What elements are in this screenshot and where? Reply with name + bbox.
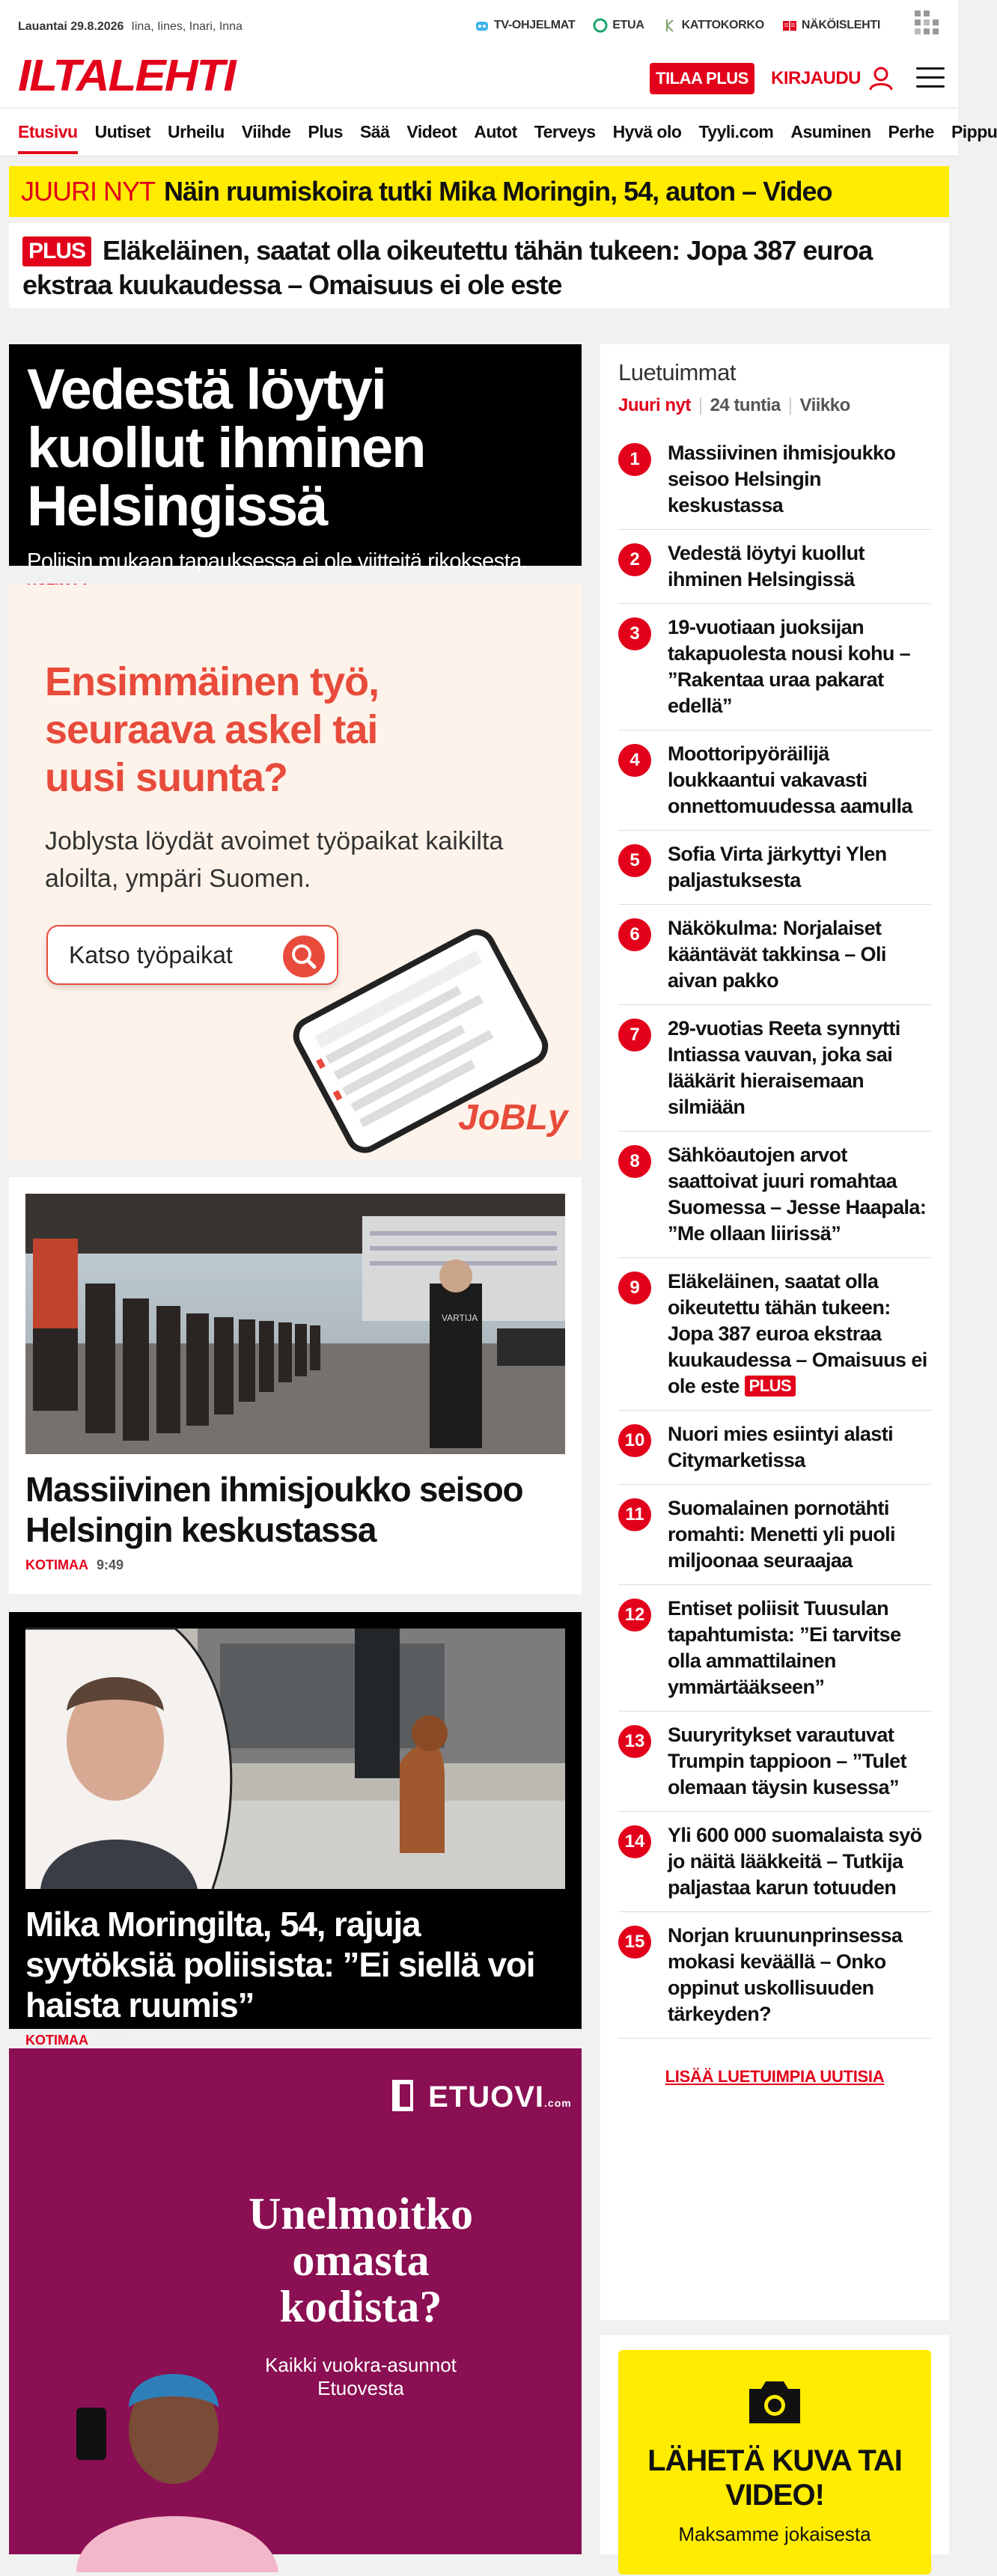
most-read-tabs: Juuri nyt | 24 tuntia | Viikko — [618, 395, 850, 415]
top-links — [475, 18, 880, 33]
most-read-headline — [668, 540, 931, 593]
nav-item-pippu[interactable]: Pippu — [951, 122, 997, 141]
top-link-nakoislehti[interactable] — [782, 18, 880, 33]
etua-icon — [593, 18, 608, 33]
most-read-headline-text: Sofia Virta järkyttyi Ylen paljastuksesta — [668, 843, 887, 891]
ad-headline: Ensimmäinen työ, seuraava askel tai uusi suunta? — [45, 659, 379, 800]
rank-badge: 13 — [618, 1725, 651, 1758]
tab-viikko[interactable]: Viikko — [799, 395, 850, 415]
rank-badge: 9 — [618, 1272, 651, 1304]
most-read-item[interactable] — [618, 1485, 931, 1585]
most-read-item[interactable] — [618, 730, 931, 831]
top-link-label: NÄKÖISLEHTI — [801, 19, 880, 31]
story-category: KOTIMAA — [25, 1557, 88, 1572]
most-read-item[interactable] — [618, 1812, 931, 1912]
story-photo-moring — [25, 1629, 565, 1889]
rank-badge: 4 — [618, 744, 651, 777]
rank-badge: 15 — [618, 1926, 651, 1959]
most-read-headline — [668, 1822, 931, 1901]
most-read-item[interactable] — [618, 831, 931, 905]
most-read-headline — [668, 915, 931, 994]
ad-brand-logo — [389, 2078, 572, 2114]
lead-story-card[interactable] — [9, 344, 582, 573]
story-meta — [25, 2033, 565, 2048]
most-read-item[interactable] — [618, 1585, 931, 1712]
nav-item-perhe[interactable]: Perhe — [888, 122, 934, 141]
top-link-kattokorko[interactable] — [662, 18, 764, 33]
most-read-headline — [668, 1722, 931, 1801]
ad-brand-suffix: .com — [544, 2097, 572, 2109]
send-photo-box[interactable] — [600, 2335, 949, 2554]
door-icon — [389, 2078, 419, 2113]
most-read-item[interactable] — [618, 1411, 931, 1485]
site-header — [0, 0, 958, 109]
story-photo-crowd — [25, 1194, 565, 1454]
rank-badge: 1 — [618, 443, 651, 476]
nav-item-viihde[interactable]: Viihde — [241, 122, 291, 141]
most-read-item[interactable] — [618, 1258, 931, 1411]
guard-vest-text: VARTIJA — [442, 1313, 478, 1323]
plus-teaser[interactable] — [9, 223, 949, 308]
send-photo-text: Maksamme jokaisesta — [678, 2523, 871, 2545]
story-card[interactable] — [9, 1612, 582, 2048]
top-link-etua[interactable] — [593, 18, 644, 33]
ad-headline: Unelmoitko omasta kodista? — [249, 2189, 473, 2331]
story-headline: Massiivinen ihmisjoukko seisoo Helsingin keskustassa — [25, 1470, 523, 1549]
most-read-headline-text: Vedestä löytyi kuollut ihminen Helsingissä — [668, 542, 865, 590]
nav-item-tyyli[interactable]: Tyyli.com — [698, 122, 774, 141]
top-link-label: KATTOKORKO — [681, 19, 764, 31]
send-photo-inner — [618, 2350, 931, 2575]
site-logo[interactable]: ILTALEHTI — [18, 51, 235, 101]
ad-etuovi[interactable] — [9, 2048, 582, 2554]
lead-story-lead: Poliisin mukaan tapauksessa ei ole viitteitä rikoksesta. — [27, 549, 528, 573]
alma-logo-icon — [915, 10, 940, 39]
breaking-label: JUURI NYT — [21, 176, 155, 207]
most-read-list — [618, 430, 931, 2039]
top-bar — [18, 18, 940, 36]
most-read-headline — [668, 841, 931, 894]
most-read-item[interactable] — [618, 1132, 931, 1258]
date: Lauantai 29.8.2026 — [18, 20, 124, 33]
most-read-headline-text: Nuori mies esiintyi alasti Citymarketissa — [668, 1423, 894, 1471]
top-link-tv[interactable] — [475, 18, 575, 33]
nav-item-urheilu[interactable]: Urheilu — [168, 122, 225, 141]
menu-icon[interactable] — [916, 67, 945, 90]
most-read-item[interactable] — [618, 1912, 931, 2039]
most-read-headline — [668, 1269, 931, 1400]
most-read-item[interactable] — [618, 604, 931, 730]
search-icon — [283, 936, 325, 977]
most-read-title: Luetuimmat — [618, 359, 736, 385]
nav-item-terveys[interactable]: Terveys — [534, 122, 596, 141]
most-read-item[interactable] — [618, 430, 931, 530]
rank-badge: 14 — [618, 1825, 651, 1858]
story-card[interactable] — [9, 1177, 582, 1594]
name-days: Iina, Iines, Inari, Inna — [131, 20, 243, 33]
ad-person-illustration — [61, 2333, 286, 2572]
most-read-item[interactable] — [618, 1712, 931, 1812]
camera-icon — [745, 2377, 805, 2426]
ad-joblyst[interactable] — [9, 585, 582, 1160]
rank-badge: 12 — [618, 1599, 651, 1632]
most-read-headline-text: Näkökulma: Norjalaiset kääntävät takkinsa – Oli aivan pakko — [668, 917, 886, 992]
nav-item-asuminen[interactable]: Asuminen — [790, 122, 871, 141]
most-read-headline-text: 29-vuotias Reeta synnytti Intiassa vauvan, joka sai lääkärit hieraisemaan silmiään — [668, 1017, 900, 1118]
nav-item-plus[interactable]: Plus — [308, 122, 343, 141]
lead-story-headline: Vedestä löytyi kuollut ihminen Helsingissä — [27, 358, 425, 538]
more-most-read-link[interactable]: LISÄÄ LUETUIMPIA UUTISIA — [665, 2067, 885, 2086]
story-meta — [25, 1557, 565, 1573]
breaking-news-bar[interactable] — [9, 166, 949, 217]
plus-badge: PLUS — [745, 1376, 796, 1397]
rank-badge: 11 — [618, 1498, 651, 1531]
rank-badge: 7 — [618, 1019, 651, 1052]
most-read-headline — [668, 741, 931, 820]
send-photo-title: LÄHETÄ KUVA TAI VIDEO! — [647, 2444, 902, 2512]
top-link-label: ETUA — [612, 19, 644, 31]
ad-cta-label: Katso työpaikat — [69, 941, 233, 968]
rank-badge: 10 — [618, 1424, 651, 1457]
login-label: KIRJAUDU — [771, 68, 862, 88]
ad-subtext: Kaikki vuokra-asunnot Etuovesta — [265, 2354, 457, 2399]
nav-item-uutiset[interactable]: Uutiset — [94, 122, 151, 141]
rank-badge: 3 — [618, 617, 651, 650]
most-read-headline-text: 19-vuotiaan juoksijan takapuolesta nousi kohu – ”Rakentaa uraa pakarat edellä” — [668, 616, 911, 717]
most-read-headline-text: Suomalainen pornotähti romahti: Menetti yli puoli miljoonaa seuraajaa — [668, 1497, 895, 1572]
most-read-headline-text: Sähköautojen arvot saattoivat juuri romahtaa Suomessa – Jesse Haapala: ”Me ollaan liirissä” — [668, 1144, 927, 1245]
story-time: 10:30 — [97, 2033, 132, 2048]
plus-badge: PLUS — [22, 236, 91, 266]
tab-24-tuntia[interactable]: 24 tuntia — [710, 395, 781, 415]
newspaper-icon — [782, 18, 797, 33]
most-read-headline-text: Yli 600 000 suomalaista syö jo näitä lääkkeitä – Tutkija paljastaa karun totuuden — [668, 1824, 922, 1899]
most-read-headline-text: Norjan kruununprinsessa mokasi keväällä – Onko oppinut uskollisuuden tärkeyden? — [668, 1924, 903, 2025]
story-headline: Mika Moringilta, 54, rajuja syytöksiä poliisista: ”Ei siellä voi haista ruumis” — [25, 1905, 535, 2024]
most-read-headline — [668, 1596, 931, 1700]
most-read-headline-text: Suuryritykset varautuvat Trumpin tappioon – ”Tulet olemaan täysin kusessa” — [668, 1724, 906, 1798]
most-read-headline — [668, 1016, 931, 1120]
most-read-headline — [668, 614, 931, 719]
story-time: 9:49 — [97, 1557, 124, 1572]
kattokorko-icon — [662, 18, 677, 33]
ad-cta-button[interactable] — [46, 925, 338, 985]
plus-teaser-text: Eläkeläinen, saatat olla oikeutettu tähän tukeen: Jopa 387 euroa ekstraa kuukaudessa – Omaisuus ei ole este — [22, 235, 873, 300]
rank-badge: 2 — [618, 543, 651, 576]
alma-logo[interactable] — [915, 10, 940, 39]
most-read-headline — [668, 1142, 931, 1247]
nav-item-hyva-olo[interactable]: Hyvä olo — [612, 122, 682, 141]
most-read-panel — [600, 344, 949, 2320]
rank-badge: 8 — [618, 1145, 651, 1178]
ad-brand-text: ETUOVI — [428, 2081, 545, 2113]
login-button[interactable] — [771, 63, 894, 94]
main-nav — [0, 109, 997, 156]
top-link-label: TV-OHJELMAT — [493, 19, 576, 31]
most-read-headline — [668, 1421, 931, 1474]
tab-juuri-nyt[interactable]: Juuri nyt — [618, 395, 691, 415]
most-read-headline-text: Entiset poliisit Tuusulan tapahtumista: ”Ei tarvitse olla ammattilainen ymmärtääkseen” — [668, 1597, 901, 1698]
rank-badge: 6 — [618, 918, 651, 951]
most-read-headline — [668, 440, 931, 519]
most-read-headline-text: Eläkeläinen, saatat olla oikeutettu tähän tukeen: Jopa 387 euroa ekstraa kuukaudessa – Omaisuus ei ole este — [668, 1270, 927, 1397]
rank-badge: 5 — [618, 844, 651, 877]
nav-item-autot[interactable]: Autot — [474, 122, 517, 141]
most-read-item[interactable] — [618, 905, 931, 1005]
story-category: KOTIMAA — [25, 2033, 88, 2048]
most-read-headline-text: Massiivinen ihmisjoukko seisoo Helsingin keskustassa — [668, 442, 896, 516]
most-read-item[interactable] — [618, 530, 931, 604]
nav-item-videot[interactable]: Videot — [406, 122, 457, 141]
most-read-headline-text: Moottoripyöräilijä loukkaantui vakavasti onnettomuudessa aamulla — [668, 742, 912, 817]
most-read-headline — [668, 1923, 931, 2027]
ad-subtext: Joblysta löydät avoimet työpaikat kaikilta aloilta, ympäri Suomen. — [45, 827, 504, 893]
nav-item-saa[interactable]: Sää — [359, 122, 390, 141]
most-read-item[interactable] — [618, 1005, 931, 1132]
breaking-text: Näin ruumiskoira tutki Mika Moringin, 54, auton – Video — [164, 176, 832, 207]
nav-item-etusivu[interactable]: Etusivu — [18, 122, 78, 154]
user-icon — [868, 66, 894, 91]
subscribe-button[interactable]: TILAA PLUS — [650, 63, 754, 94]
tv-icon — [475, 18, 490, 33]
ad-brand-logo: JoBLy — [458, 1098, 568, 1138]
most-read-headline — [668, 1495, 931, 1574]
